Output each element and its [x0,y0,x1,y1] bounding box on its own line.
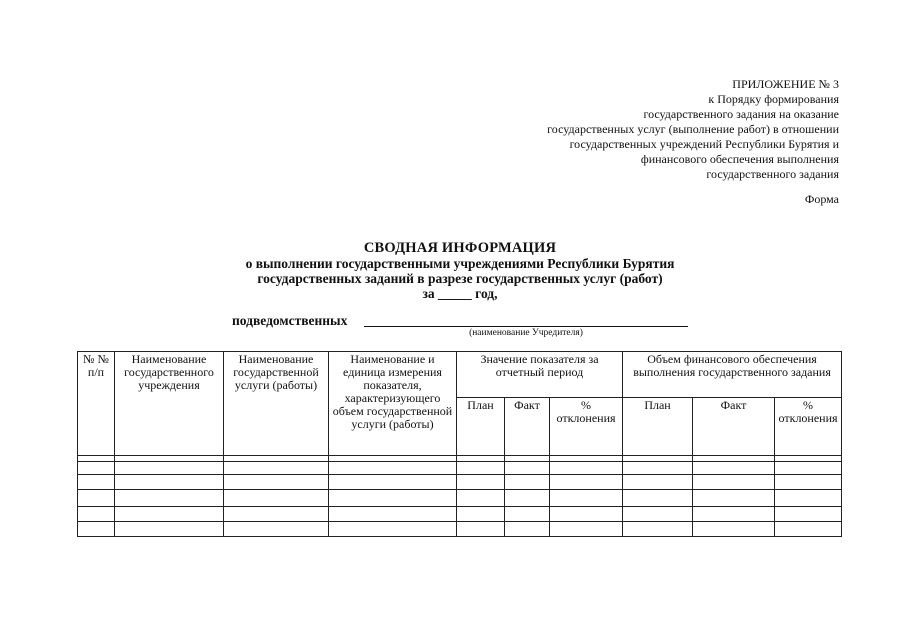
table-cell [115,490,224,507]
table-cell [505,475,550,490]
table-cell [550,507,623,522]
table-cell [505,507,550,522]
table-cell [550,522,623,537]
table-cell [329,462,457,475]
table-cell [78,490,115,507]
title-line-2: государственных заданий в разрезе государственных услуг (работ) [257,271,663,286]
table-cell [775,475,842,490]
table-cell [775,490,842,507]
title-year-line: за _____ год, [422,286,498,301]
table-cell [550,475,623,490]
table-row [78,507,842,522]
table-cell [623,490,693,507]
subordinate-underline [364,326,688,327]
table-cell [693,522,775,537]
appendix-header [419,77,839,182]
appendix-line: к Порядку формирования [708,92,839,106]
table-cell [329,475,457,490]
table-row [78,490,842,507]
header-service: Наименование государственной услуги (работы) [224,352,329,456]
table-cell [457,507,505,522]
appendix-line: государственных услуг (выполнение работ) в отношении [547,122,839,136]
appendix-line: государственных учреждений Республики Бурятия и [569,137,839,151]
table-cell [78,522,115,537]
report-table [77,351,842,537]
table-cell [550,490,623,507]
subheader-plan: План [457,398,505,456]
title-main: СВОДНАЯ ИНФОРМАЦИЯ [363,240,557,256]
table-cell [224,475,329,490]
table-cell [775,522,842,537]
table-cell [505,522,550,537]
table-cell [623,522,693,537]
appendix-line: финансового обеспечения выполнения [640,152,839,166]
table-cell [505,462,550,475]
table-cell [457,490,505,507]
table-cell [623,462,693,475]
subheader-fact: Факт [693,398,775,456]
table-cell [115,522,224,537]
table-cell [505,490,550,507]
table-cell [693,507,775,522]
appendix-line: государственного задания [706,167,839,181]
table-cell [329,507,457,522]
table-row [78,522,842,537]
form-label: Форма [804,192,839,206]
subheader-deviation: % отклонения [775,398,842,456]
table-cell [693,475,775,490]
appendix-line: государственного задания на оказание [643,107,839,121]
table-cell [457,475,505,490]
table-cell [457,522,505,537]
table-cell [775,507,842,522]
table-cell [329,490,457,507]
subordinate-label: подведомственных [232,313,348,328]
table-cell [224,522,329,537]
document-title [160,241,760,301]
table-cell [78,507,115,522]
header-num: № № п/п [78,352,115,456]
table-cell [115,462,224,475]
title-line-1: о выполнении государственными учреждениями Республики Бурятия [245,256,675,271]
appendix-line: ПРИЛОЖЕНИЕ № 3 [732,77,839,91]
header-institution: Наименование государственного учреждения [115,352,224,456]
subordinate-caption: (наименование Учредителя) [469,328,583,338]
subheader-plan: План [623,398,693,456]
table-cell [550,462,623,475]
table-cell [224,507,329,522]
header-indicator: Значение показателя за отчетный период [457,352,623,398]
table-cell [78,475,115,490]
table-cell [329,522,457,537]
table-cell [623,507,693,522]
table-row [78,462,842,475]
table-cell [224,490,329,507]
table-cell [693,490,775,507]
table-cell [623,475,693,490]
header-unit: Наименование и единица измерения показателя, характеризующего объем государственной услуги (работы) [329,352,457,456]
table-cell [115,475,224,490]
subheader-deviation: % отклонения [550,398,623,456]
table-cell [457,462,505,475]
table-cell [775,462,842,475]
table-cell [115,507,224,522]
table-cell [693,462,775,475]
table-cell [78,462,115,475]
subheader-fact: Факт [505,398,550,456]
table-body [78,456,842,537]
table-row [78,475,842,490]
table-cell [224,462,329,475]
header-finance: Объем финансового обеспечения выполнения государственного задания [623,352,842,398]
